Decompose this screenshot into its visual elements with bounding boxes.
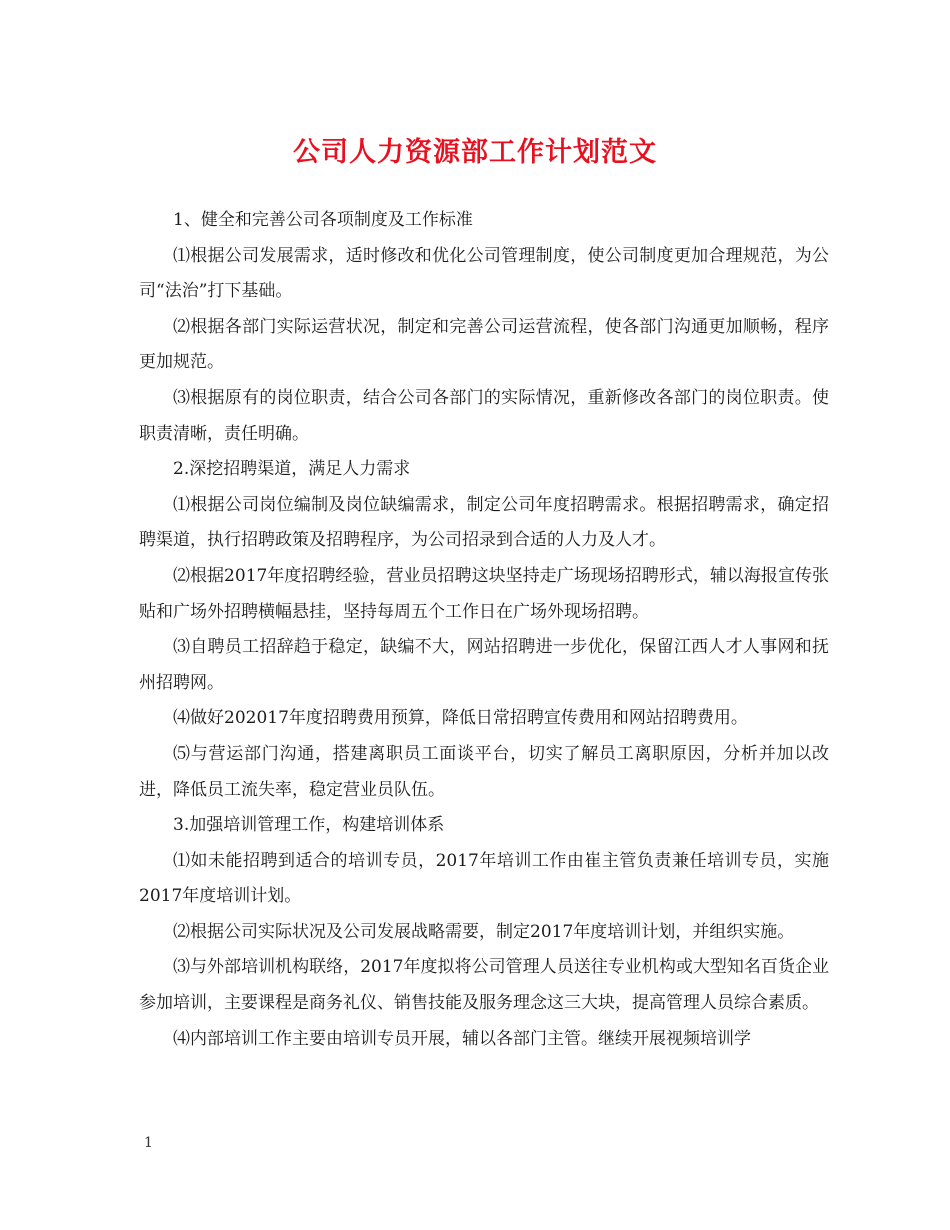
paragraph: ⑷做好202017年度招聘费用预算，降低日常招聘宣传费用和网站招聘费用。: [173, 708, 748, 729]
paragraph: ⑵根据公司实际状况及公司发展战略需要，制定2017年度培训计划，并组织实施。: [173, 921, 795, 942]
document-body: [139, 203, 829, 1057]
section-heading-2: 2.深挖招聘渠道，满足人力需求: [173, 459, 411, 480]
paragraph: ⑵根据2017年度招聘经验，营业员招聘这块坚持走广场现场招聘形式，辅以海报宣传张贴和广场外招聘横幅悬挂，坚持每周五个工作日在广场外现场招聘。: [139, 565, 829, 622]
section-heading-3: 3.加强培训管理工作，构建培训体系: [173, 815, 445, 836]
paragraph: ⑷内部培训工作主要由培训专员开展，辅以各部门主管。继续开展视频培训学: [173, 1028, 751, 1049]
section-heading-1: 1、健全和完善公司各项制度及工作标准: [173, 210, 473, 230]
paragraph: ⑴如未能招聘到适合的培训专员，2017年培训工作由崔主管负责兼任培训专员，实施2017年度培训计划。: [139, 850, 829, 907]
paragraph: ⑶与外部培训机构联络，2017年度拟将公司管理人员送往专业机构或大型知名百货企业参加培训，主要课程是商务礼仪、销售技能及服务理念这三大块，提高管理人员综合素质。: [139, 957, 829, 1014]
paragraph: ⑴根据公司发展需求，适时修改和优化公司管理制度，使公司制度更加合理规范，为公司“法治”打下基础。: [139, 245, 829, 302]
paragraph: ⑶根据原有的岗位职责，结合公司各部门的实际情况，重新修改各部门的岗位职责。使职责清晰，责任明确。: [139, 387, 829, 444]
document-title: 公司人力资源部工作计划范文: [293, 137, 657, 168]
paragraph: ⑵根据各部门实际运营状况，制定和完善公司运营流程，使各部门沟通更加顺畅，程序更加规范。: [139, 316, 829, 373]
paragraph: ⑶自聘员工招辞趋于稳定，缺编不大，网站招聘进一步优化，保留江西人才人事网和抚州招聘网。: [139, 637, 829, 693]
page-number: 1: [144, 1135, 153, 1151]
paragraph: ⑸与营运部门沟通，搭建离职员工面谈平台，切实了解员工离职原因，分析并加以改进，降低员工流失率，稳定营业员队伍。: [139, 743, 829, 800]
paragraph: ⑴根据公司岗位编制及岗位缺编需求，制定公司年度招聘需求。根据招聘需求，确定招聘渠道，执行招聘政策及招聘程序，为公司招录到合适的人力及人才。: [139, 494, 829, 551]
